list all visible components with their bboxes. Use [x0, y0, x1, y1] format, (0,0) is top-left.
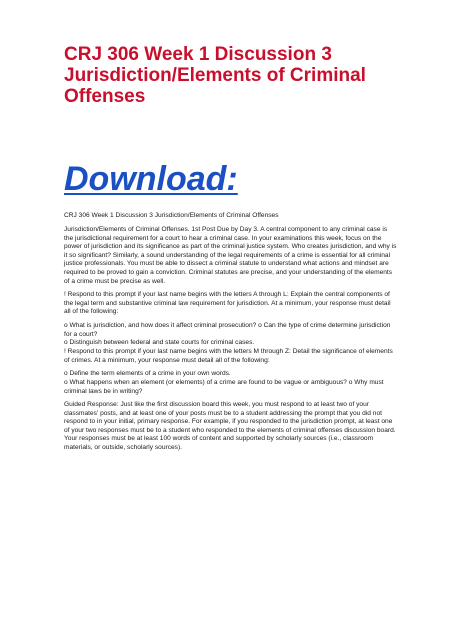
- intro-paragraph: Jurisdiction/Elements of Criminal Offenses. 1st Post Due by Day 3. A central component to any criminal case is the jurisdictional requirement for a court to hear a criminal case. In your examinations this week, focus on the power of jurisdiction and its significance as part of the criminal justice system. Who creates jurisdiction, and why is it so significant? Similarly, a sound understanding of the legal requirements of a crime is essential for all criminal justice professionals. You must be able to dissect a criminal statute to understand what actions and mindset are required to be proved to gain a conviction. Criminal statutes are precise, and your understanding of the elements of a crime must be precise as well.: [64, 226, 397, 285]
- prompt-a-l-paragraph: ! Respond to this prompt if your last name begins with the letters A through L: Explain the central components of the legal term and substantive criminal law requirement for jurisdiction. At a minimum, your response must detail all of the following:: [64, 291, 391, 316]
- federal-state-paragraph: o Distinguish between federal and state courts for criminal cases.: [64, 339, 255, 346]
- prompt-m-z-paragraph: ! Respond to this prompt if your last name begins with the letters M through Z: Detail the significance of elements of crimes. At a minimum, your response must detail all of the following:: [64, 348, 393, 364]
- jurisdiction-questions-paragraph: o What is jurisdiction, and how does it affect criminal prosecution? o Can the type of crime determine jurisdiction for a court?: [64, 322, 391, 338]
- vague-elements-paragraph: o What happens when an element (or elements) of a crime are found to be vague or ambiguous? o Why must criminal laws be in writing?: [64, 379, 384, 395]
- course-heading-paragraph: CRJ 306 Week 1 Discussion 3 Jurisdiction/Elements of Criminal Offenses: [64, 212, 279, 219]
- guided-response-paragraph: Guided Response: Just like the first discussion board this week, you must respond to at least two of your classmates' posts, and at least one of your posts must be to a student addressing the prompt that you did not respond to in your initial, primary response. For example, if you responded to the jurisdiction prompt, at least one of your two responses must be to a student who responded to the elements of criminal offenses discussion board. Your responses must be at least 100 words of content and supported by scholarly sources (i.e., classroom materials, or outside, scholarly sources).: [64, 401, 396, 451]
- define-elements-paragraph: o Define the term elements of a crime in your own words.: [64, 370, 231, 377]
- download-link[interactable]: Download:: [64, 160, 238, 198]
- document-title: CRJ 306 Week 1 Discussion 3 Jurisdiction/Elements of Criminal Offenses: [64, 44, 366, 107]
